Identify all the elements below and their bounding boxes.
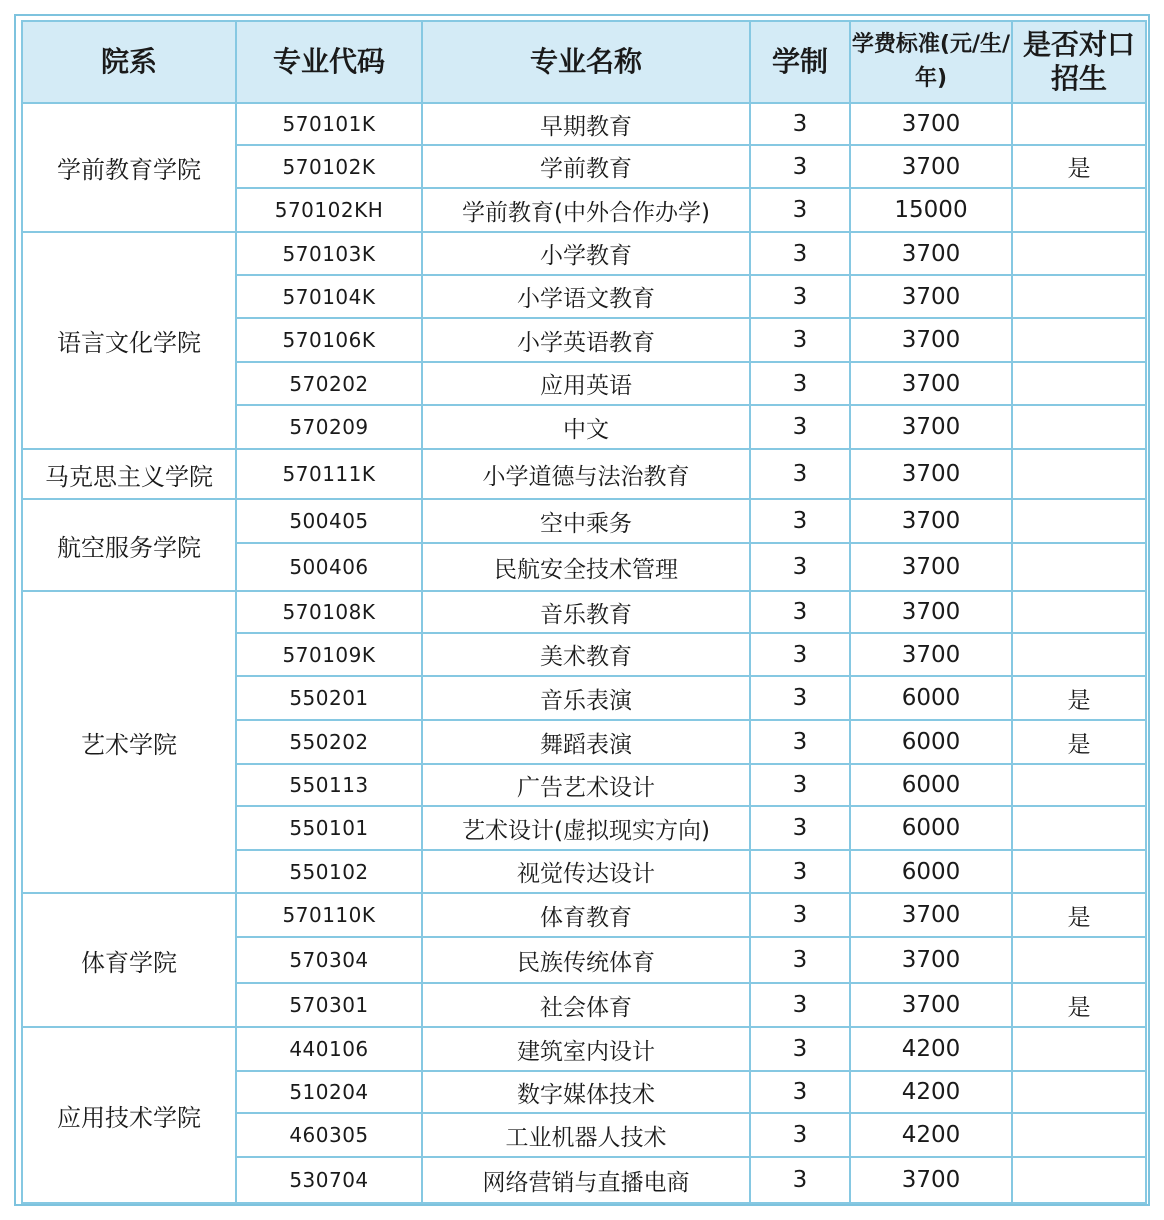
name-cell: 空中乘务: [422, 499, 750, 543]
counterpart-cell: [1012, 764, 1146, 806]
counterpart-cell: [1012, 188, 1146, 232]
code-cell: 570110K: [236, 893, 422, 937]
code-cell: 570101K: [236, 103, 422, 145]
counterpart-cell: [1012, 362, 1146, 405]
table-row: [22, 893, 1146, 937]
name-cell: 民航安全技术管理: [422, 543, 750, 591]
code-cell: 570111K: [236, 449, 422, 499]
counterpart-cell: [1012, 850, 1146, 893]
code-cell: 570102K: [236, 145, 422, 188]
name-cell: 学前教育(中外合作办学): [422, 188, 750, 232]
years-cell: 3: [750, 318, 850, 362]
name-cell: 中文: [422, 405, 750, 449]
table-row: [22, 499, 1146, 543]
fee-cell: 3700: [850, 591, 1012, 633]
years-cell: 3: [750, 806, 850, 850]
fee-cell: 4200: [850, 1071, 1012, 1113]
years-cell: 3: [750, 720, 850, 764]
header-name: 专业名称: [422, 21, 750, 103]
years-cell: 3: [750, 188, 850, 232]
fee-cell: 3700: [850, 499, 1012, 543]
code-cell: 500406: [236, 543, 422, 591]
counterpart-cell: [1012, 499, 1146, 543]
fee-cell: 3700: [850, 318, 1012, 362]
years-cell: 3: [750, 543, 850, 591]
years-cell: 3: [750, 1071, 850, 1113]
name-cell: 小学英语教育: [422, 318, 750, 362]
code-cell: 550113: [236, 764, 422, 806]
code-cell: 570104K: [236, 275, 422, 318]
fee-cell: 3700: [850, 275, 1012, 318]
code-cell: 460305: [236, 1113, 422, 1157]
counterpart-cell: [1012, 318, 1146, 362]
code-cell: 440106: [236, 1027, 422, 1071]
fee-cell: 3700: [850, 1157, 1012, 1203]
name-cell: 音乐教育: [422, 591, 750, 633]
fee-cell: 3700: [850, 893, 1012, 937]
counterpart-cell: [1012, 1071, 1146, 1113]
name-cell: 早期教育: [422, 103, 750, 145]
counterpart-cell: 是: [1012, 983, 1146, 1027]
fee-cell: 4200: [850, 1027, 1012, 1071]
years-cell: 3: [750, 591, 850, 633]
fee-cell: 3700: [850, 362, 1012, 405]
table-row: [22, 1027, 1146, 1071]
code-cell: 550202: [236, 720, 422, 764]
code-cell: 570109K: [236, 633, 422, 676]
code-cell: 570103K: [236, 232, 422, 275]
code-cell: 510204: [236, 1071, 422, 1113]
name-cell: 小学教育: [422, 232, 750, 275]
header-counterpart: 是否对口招生: [1012, 21, 1146, 103]
fee-cell: 6000: [850, 850, 1012, 893]
dept-cell: 马克思主义学院: [22, 449, 236, 499]
fee-cell: 4200: [850, 1113, 1012, 1157]
years-cell: 3: [750, 850, 850, 893]
header-years: 学制: [750, 21, 850, 103]
fee-cell: 6000: [850, 720, 1012, 764]
code-cell: 550201: [236, 676, 422, 720]
table-row: [22, 591, 1146, 633]
years-cell: 3: [750, 232, 850, 275]
dept-cell: 航空服务学院: [22, 499, 236, 591]
code-cell: 570301: [236, 983, 422, 1027]
counterpart-cell: [1012, 232, 1146, 275]
years-cell: 3: [750, 145, 850, 188]
table-row: [22, 103, 1146, 145]
counterpart-cell: [1012, 937, 1146, 983]
name-cell: 小学语文教育: [422, 275, 750, 318]
fee-cell: 3700: [850, 405, 1012, 449]
name-cell: 学前教育: [422, 145, 750, 188]
code-cell: 570108K: [236, 591, 422, 633]
years-cell: 3: [750, 937, 850, 983]
fee-cell: 3700: [850, 145, 1012, 188]
years-cell: 3: [750, 1027, 850, 1071]
counterpart-cell: [1012, 806, 1146, 850]
majors-table: [21, 20, 1147, 1204]
counterpart-cell: [1012, 543, 1146, 591]
dept-cell: 学前教育学院: [22, 103, 236, 232]
counterpart-cell: [1012, 1157, 1146, 1203]
table-body: [22, 103, 1146, 1203]
name-cell: 工业机器人技术: [422, 1113, 750, 1157]
code-cell: 570102KH: [236, 188, 422, 232]
code-cell: 570202: [236, 362, 422, 405]
fee-cell: 3700: [850, 543, 1012, 591]
fee-cell: 15000: [850, 188, 1012, 232]
dept-cell: 应用技术学院: [22, 1027, 236, 1203]
counterpart-cell: [1012, 591, 1146, 633]
fee-cell: 3700: [850, 103, 1012, 145]
fee-cell: 3700: [850, 937, 1012, 983]
years-cell: 3: [750, 633, 850, 676]
counterpart-cell: [1012, 275, 1146, 318]
table-frame: [14, 14, 1150, 1206]
counterpart-cell: [1012, 449, 1146, 499]
table-row: [22, 232, 1146, 275]
dept-cell: 语言文化学院: [22, 232, 236, 449]
name-cell: 舞蹈表演: [422, 720, 750, 764]
name-cell: 美术教育: [422, 633, 750, 676]
code-cell: 570209: [236, 405, 422, 449]
counterpart-cell: 是: [1012, 720, 1146, 764]
header-fee: 学费标准(元/生/年): [850, 21, 1012, 103]
counterpart-cell: [1012, 633, 1146, 676]
code-cell: 550102: [236, 850, 422, 893]
code-cell: 570304: [236, 937, 422, 983]
code-cell: 550101: [236, 806, 422, 850]
years-cell: 3: [750, 676, 850, 720]
fee-cell: 6000: [850, 764, 1012, 806]
fee-cell: 6000: [850, 806, 1012, 850]
counterpart-cell: [1012, 103, 1146, 145]
name-cell: 网络营销与直播电商: [422, 1157, 750, 1203]
years-cell: 3: [750, 1157, 850, 1203]
years-cell: 3: [750, 764, 850, 806]
header-row: [22, 21, 1146, 103]
name-cell: 社会体育: [422, 983, 750, 1027]
table-row: [22, 449, 1146, 499]
counterpart-cell: [1012, 1027, 1146, 1071]
name-cell: 视觉传达设计: [422, 850, 750, 893]
years-cell: 3: [750, 362, 850, 405]
fee-cell: 3700: [850, 983, 1012, 1027]
fee-cell: 3700: [850, 449, 1012, 499]
years-cell: 3: [750, 893, 850, 937]
name-cell: 民族传统体育: [422, 937, 750, 983]
name-cell: 广告艺术设计: [422, 764, 750, 806]
years-cell: 3: [750, 103, 850, 145]
counterpart-cell: 是: [1012, 893, 1146, 937]
fee-cell: 3700: [850, 232, 1012, 275]
fee-cell: 6000: [850, 676, 1012, 720]
years-cell: 3: [750, 275, 850, 318]
counterpart-cell: 是: [1012, 145, 1146, 188]
years-cell: 3: [750, 499, 850, 543]
counterpart-cell: [1012, 1113, 1146, 1157]
name-cell: 小学道德与法治教育: [422, 449, 750, 499]
counterpart-cell: [1012, 405, 1146, 449]
code-cell: 530704: [236, 1157, 422, 1203]
years-cell: 3: [750, 449, 850, 499]
name-cell: 体育教育: [422, 893, 750, 937]
name-cell: 应用英语: [422, 362, 750, 405]
years-cell: 3: [750, 983, 850, 1027]
years-cell: 3: [750, 405, 850, 449]
header-code: 专业代码: [236, 21, 422, 103]
name-cell: 建筑室内设计: [422, 1027, 750, 1071]
code-cell: 500405: [236, 499, 422, 543]
name-cell: 数字媒体技术: [422, 1071, 750, 1113]
name-cell: 艺术设计(虚拟现实方向): [422, 806, 750, 850]
dept-cell: 体育学院: [22, 893, 236, 1027]
name-cell: 音乐表演: [422, 676, 750, 720]
header-dept: 院系: [22, 21, 236, 103]
years-cell: 3: [750, 1113, 850, 1157]
code-cell: 570106K: [236, 318, 422, 362]
dept-cell: 艺术学院: [22, 591, 236, 893]
counterpart-cell: 是: [1012, 676, 1146, 720]
fee-cell: 3700: [850, 633, 1012, 676]
